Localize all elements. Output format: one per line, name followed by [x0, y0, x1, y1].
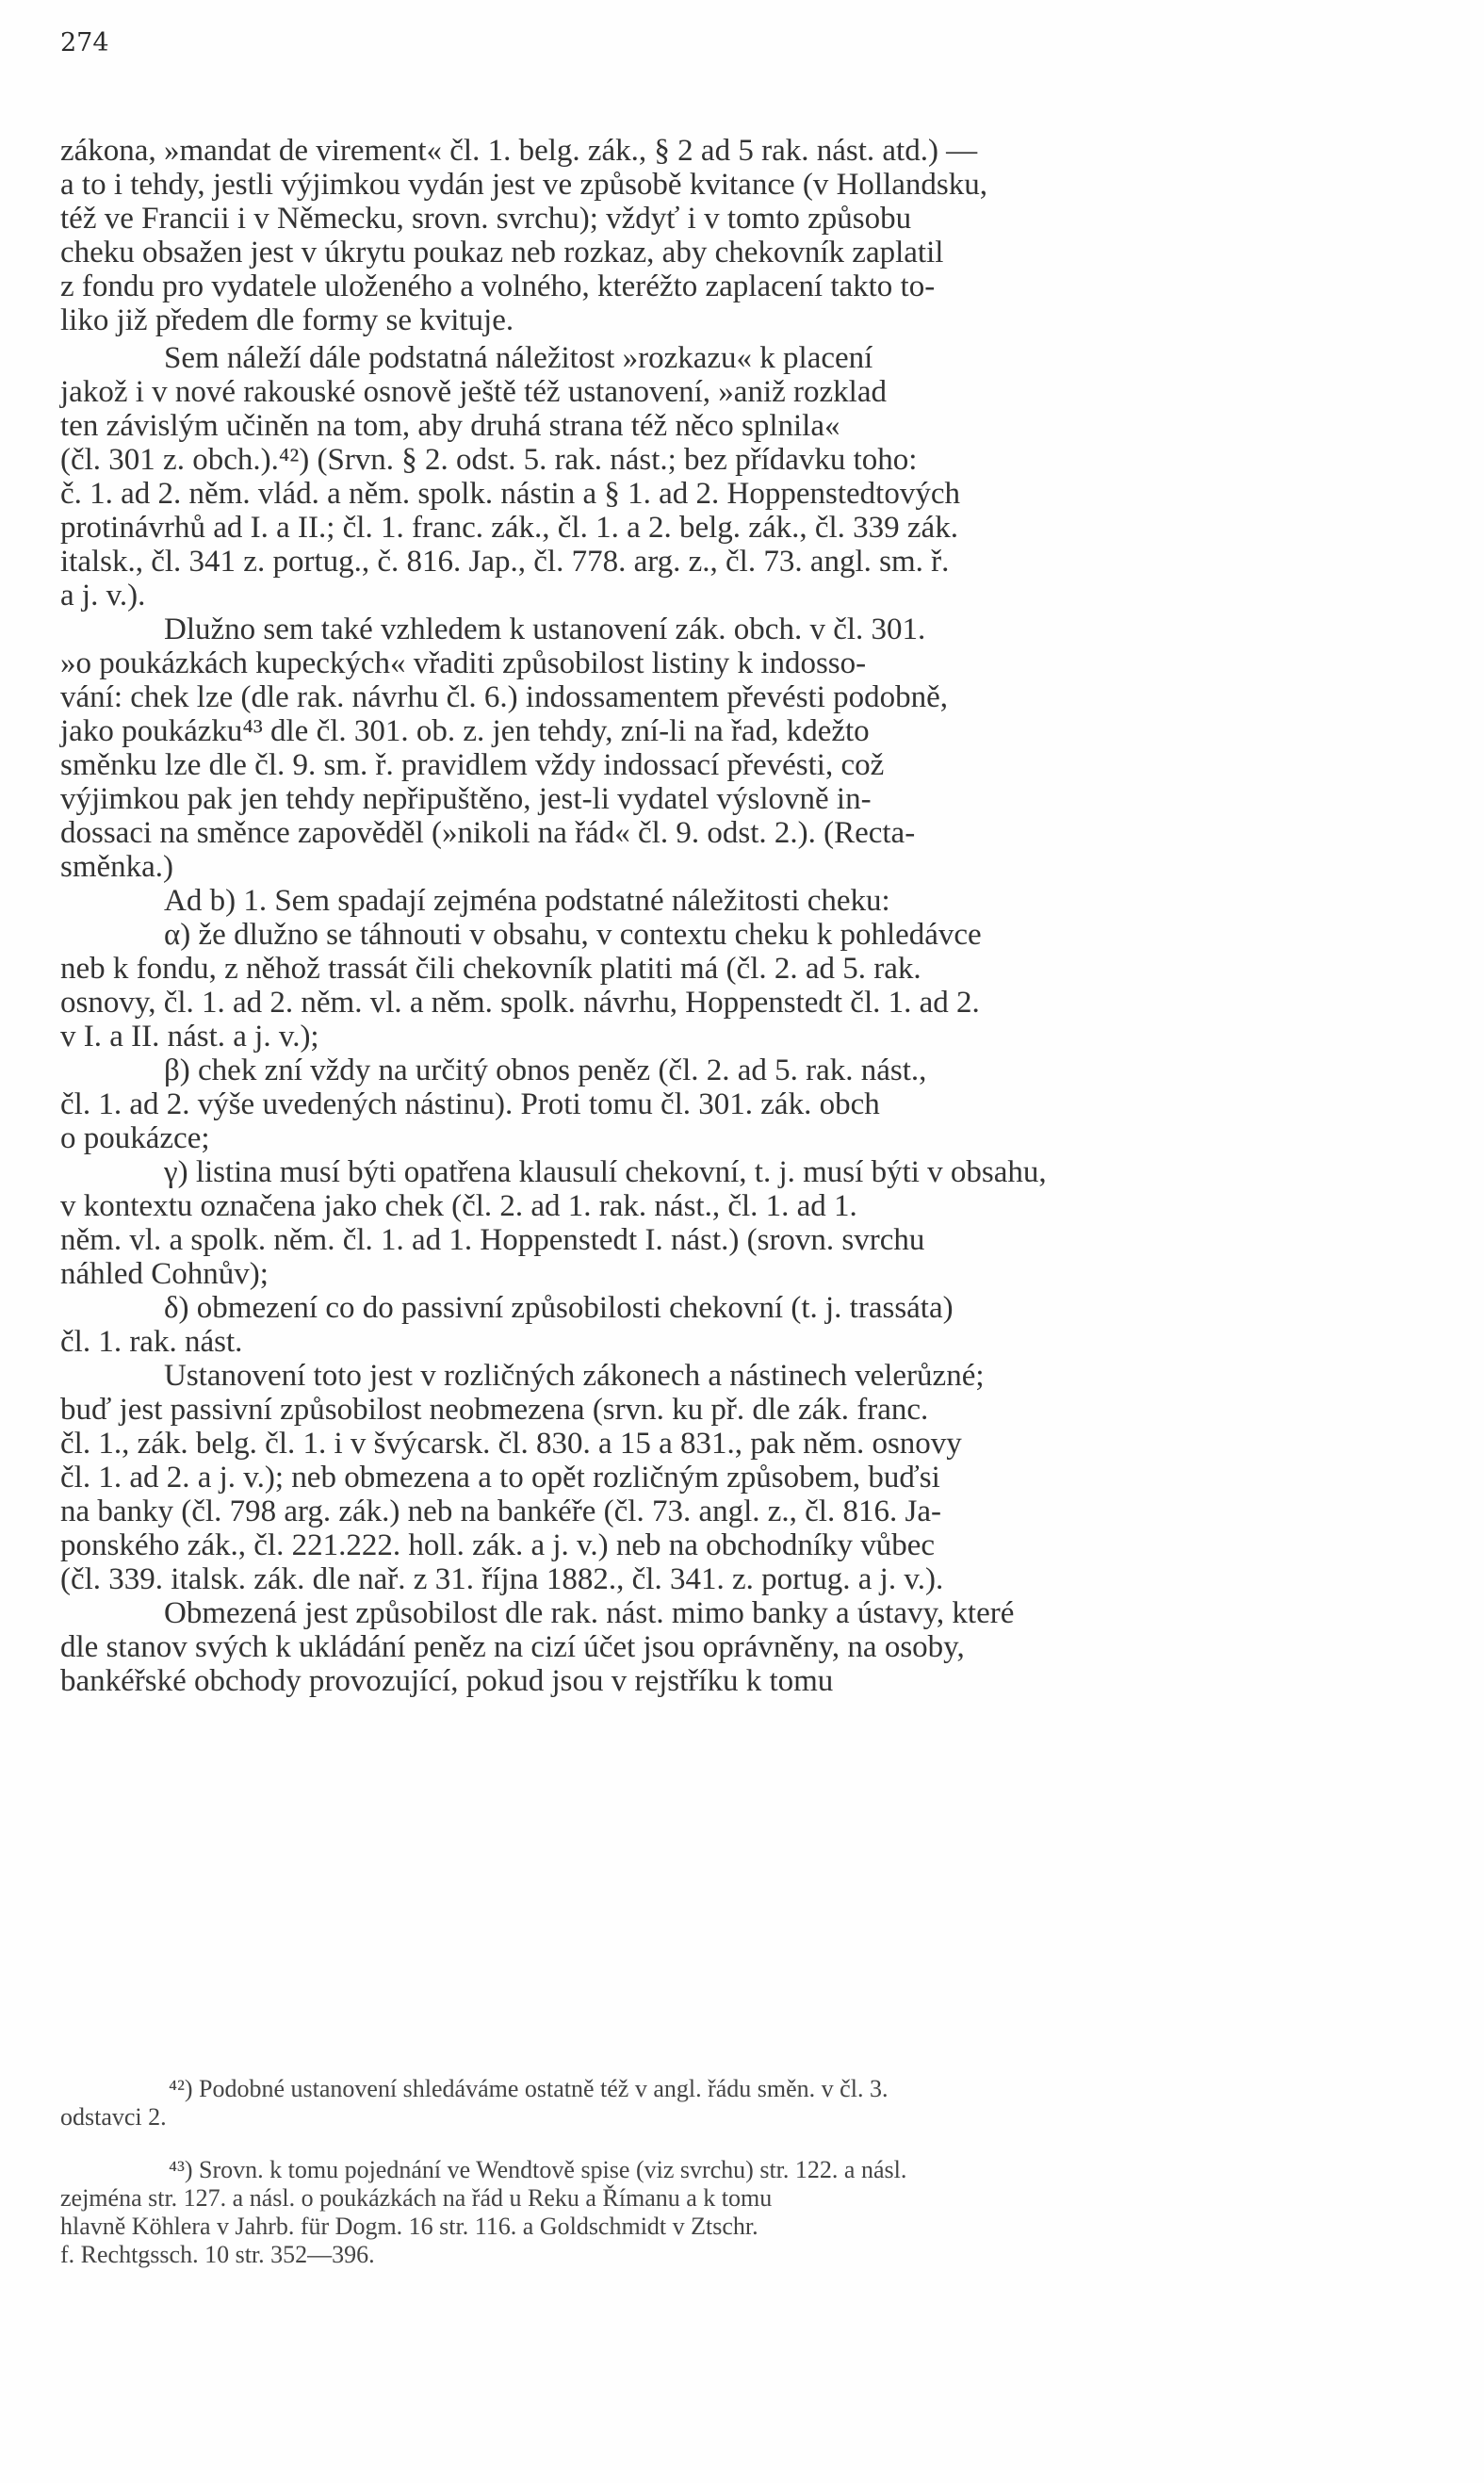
text-line: Dlužno sem také vzhledem k ustanovení zák. obch. v čl. 301. [164, 613, 926, 646]
text-line: směnku lze dle čl. 9. sm. ř. pravidlem vždy indossací převésti, což [60, 748, 885, 782]
text-line: dle stanov svých k ukládání peněz na cizí účet jsou oprávněny, na osoby, [60, 1630, 965, 1664]
text-line: γ) listina musí býti opatřena klausulí chekovní, t. j. musí býti v obsahu, [164, 1155, 1047, 1189]
footnote-line: zejména str. 127. a násl. o poukázkách na řád u Reku a Římanu a k tomu [60, 2184, 773, 2212]
footnote-line: odstavci 2. [60, 2103, 167, 2131]
text-line: bankéřské obchody provozující, pokud jsou v rejstříku k tomu [60, 1664, 834, 1698]
text-line: osnovy, čl. 1. ad 2. něm. vl. a něm. spolk. návrhu, Hoppenstedt čl. 1. ad 2. [60, 986, 980, 1020]
text-line: Ustanovení toto jest v rozličných zákonech a nástinech velerůzné; [164, 1359, 985, 1393]
text-line: čl. 1., zák. belg. čl. 1. i v švýcarsk. čl. 830. a 15 a 831., pak něm. osnovy [60, 1427, 962, 1461]
text-line: čl. 1. ad 2. a j. v.); neb obmezena a to opět rozličným způsobem, buďsi [60, 1461, 940, 1495]
text-line: čl. 1. ad 2. výše uvedených nástinu). Proti tomu čl. 301. zák. obch [60, 1087, 880, 1121]
text-line: výjimkou pak jen tehdy nepřipuštěno, jest-li vydatel výslovně in- [60, 782, 872, 816]
text-line: z fondu pro vydatele uloženého a volného, kteréžto zaplacení takto to- [60, 270, 936, 303]
text-line: čl. 1. rak. nást. [60, 1325, 243, 1359]
text-line: a j. v.). [60, 579, 146, 613]
text-line: liko již předem dle formy se kvituje. [60, 303, 514, 337]
footnote-line: hlavně Köhlera v Jahrb. für Dogm. 16 str. 116. a Goldschmidt v Ztschr. [60, 2213, 758, 2240]
text-line: Ad b) 1. Sem spadají zejména podstatné náležitosti cheku: [164, 884, 890, 918]
text-line: náhled Cohnův); [60, 1257, 269, 1291]
text-line: ponského zák., čl. 221.222. holl. zák. a j. v.) neb na obchodníky vůbec [60, 1528, 936, 1562]
text-line: ten závislým učiněn na tom, aby druhá strana též něco splnila« [60, 409, 840, 443]
text-line: zákona, »mandat de virement« čl. 1. belg. zák., § 2 ad 5 rak. nást. atd.) — [60, 134, 978, 168]
text-line: δ) obmezení co do passivní způsobilosti chekovní (t. j. trassáta) [164, 1291, 954, 1325]
text-line: (čl. 339. italsk. zák. dle nař. z 31. října 1882., čl. 341. z. portug. a j. v.). [60, 1562, 944, 1596]
text-line: a to i tehdy, jestli výjimkou vydán jest ve způsobě kvitance (v Hollandsku, [60, 168, 988, 202]
text-line: protinávrhů ad I. a II.; čl. 1. franc. zák., čl. 1. a 2. belg. zák., čl. 339 zák. [60, 511, 958, 545]
footnote-line: f. Rechtgssch. 10 str. 352—396. [60, 2241, 375, 2268]
text-line: na banky (čl. 798 arg. zák.) neb na bankéře (čl. 73. angl. z., čl. 816. Ja- [60, 1495, 941, 1528]
text-line: něm. vl. a spolk. něm. čl. 1. ad 1. Hoppenstedt I. nást.) (srovn. svrchu [60, 1223, 925, 1257]
text-line: v kontextu označena jako chek (čl. 2. ad 1. rak. nást., čl. 1. ad 1. [60, 1189, 857, 1223]
text-line: cheku obsažen jest v úkrytu poukaz neb rozkaz, aby chekovník zaplatil [60, 236, 944, 270]
text-line: (čl. 301 z. obch.).⁴²) (Srvn. § 2. odst. 5. rak. nást.; bez přídavku toho: [60, 443, 918, 477]
text-line: vání: chek lze (dle rak. návrhu čl. 6.) indossamentem převésti podobně, [60, 680, 949, 714]
text-line: β) chek zní vždy na určitý obnos peněz (čl. 2. ad 5. rak. nást., [164, 1054, 927, 1087]
text-line: dossaci na směnce zapověděl (»nikoli na řád« čl. 9. odst. 2.). (Recta- [60, 816, 916, 850]
text-line: Sem náleží dále podstatná náležitost »rozkazu« k placení [164, 341, 873, 375]
text-line: o poukázce; [60, 1121, 210, 1155]
text-line: neb k fondu, z něhož trassát čili chekovník platiti má (čl. 2. ad 5. rak. [60, 952, 921, 986]
text-line: jako poukázku⁴³ dle čl. 301. ob. z. jen tehdy, zní-li na řad, kdežto [60, 714, 870, 748]
text-line: v I. a II. nást. a j. v.); [60, 1020, 319, 1054]
text-line: též ve Francii i v Německu, srovn. svrchu); vždyť i v tomto způsobu [60, 202, 912, 236]
text-line: »o poukázkách kupeckých« vřaditi způsobilost listiny k indosso- [60, 646, 867, 680]
footnote-line: ⁴²) Podobné ustanovení shledáváme ostatně též v angl. řádu směn. v čl. 3. [169, 2075, 889, 2102]
text-line: směnka.) [60, 850, 174, 884]
footnote-line: ⁴³) Srovn. k tomu pojednání ve Wendtově spise (viz svrchu) str. 122. a násl. [169, 2156, 907, 2183]
text-line: Obmezená jest způsobilost dle rak. nást. mimo banky a ústavy, které [164, 1596, 1015, 1630]
text-line: α) že dlužno se táhnouti v obsahu, v contextu cheku k pohledávce [164, 918, 982, 952]
text-line: buď jest passivní způsobilost neobmezena (srvn. ku př. dle zák. franc. [60, 1393, 929, 1427]
text-line: č. 1. ad 2. něm. vlád. a něm. spolk. nástin a § 1. ad 2. Hoppenstedtových [60, 477, 960, 511]
text-line: italsk., čl. 341 z. portug., č. 816. Jap., čl. 778. arg. z., čl. 73. angl. sm. ř. [60, 545, 950, 579]
text-line: jakož i v nové rakouské osnově ještě též ustanovení, »aniž rozklad [60, 375, 887, 409]
page-number: 274 [60, 28, 109, 57]
